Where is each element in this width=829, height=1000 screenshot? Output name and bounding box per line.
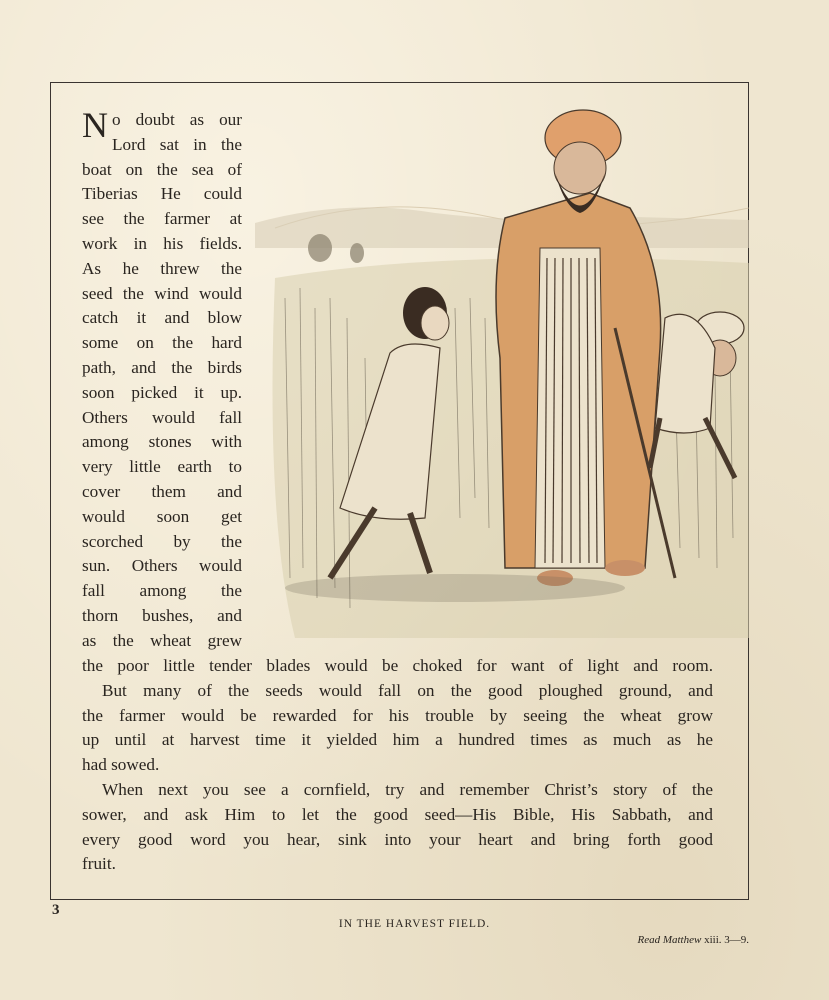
column-line: seed the wind would xyxy=(82,283,242,303)
body-line: the poor little tender blades would be choked for want of light and room. xyxy=(82,656,713,675)
body-line: had sowed. xyxy=(82,755,160,775)
column-line: scorched by the xyxy=(82,531,242,551)
column-line: As he threw the xyxy=(82,258,242,278)
column-line: Others would fall xyxy=(82,407,242,427)
column-line: see the farmer at xyxy=(82,209,242,229)
column-line: sun. Others would xyxy=(82,556,242,576)
column-line: work in his fields. xyxy=(82,233,242,253)
column-line: Lord sat in the xyxy=(112,134,242,154)
man-figure xyxy=(496,110,675,586)
scripture-reference xyxy=(637,934,749,946)
column-line: o doubt as our xyxy=(112,110,242,129)
column-line: very little earth to xyxy=(82,457,242,477)
body-line: But many of the seeds would fall on the good ploughed ground, and xyxy=(102,680,713,700)
harvest-field-illustration xyxy=(255,98,749,638)
column-line: fall among the xyxy=(82,581,242,601)
body-line: sower, and ask Him to let the good seed—His Bible, His Sabbath, and xyxy=(82,804,713,824)
column-line: as the wheat grew xyxy=(82,630,242,650)
narrow-text-column xyxy=(82,105,242,654)
scripture-reference-verse: xiii. 3—9. xyxy=(704,934,749,946)
body-line: fruit. xyxy=(82,854,116,874)
column-line: cover them and xyxy=(82,481,242,501)
drop-cap: N xyxy=(82,105,108,145)
body-line: When next you see a cornfield, try and remember Christ’s story of the xyxy=(102,779,713,799)
column-line: would soon get xyxy=(82,506,242,526)
column-line: boat on the sea of xyxy=(82,159,242,179)
scripture-reference-italic: Read Matthew xyxy=(637,934,702,946)
column-line: thorn bushes, and xyxy=(82,605,242,625)
body-line: up until at harvest time it yielded him a hundred times as much as he xyxy=(82,730,713,750)
full-width-text xyxy=(82,654,713,877)
body-line: every good word you hear, sink into your heart and bring forth good xyxy=(82,829,713,849)
column-line: soon picked it up. xyxy=(82,382,242,402)
column-line: some on the hard xyxy=(82,333,242,353)
page-number: 3 xyxy=(52,902,60,918)
column-line: among stones with xyxy=(82,432,242,452)
body-line: the farmer would be rewarded for his trouble by seeing the wheat grow xyxy=(82,705,713,725)
illustration-caption: IN THE HARVEST FIELD. xyxy=(338,918,491,930)
column-line: catch it and blow xyxy=(82,308,242,328)
column-line: Tiberias He could xyxy=(82,184,242,204)
column-line: path, and the birds xyxy=(82,357,242,377)
